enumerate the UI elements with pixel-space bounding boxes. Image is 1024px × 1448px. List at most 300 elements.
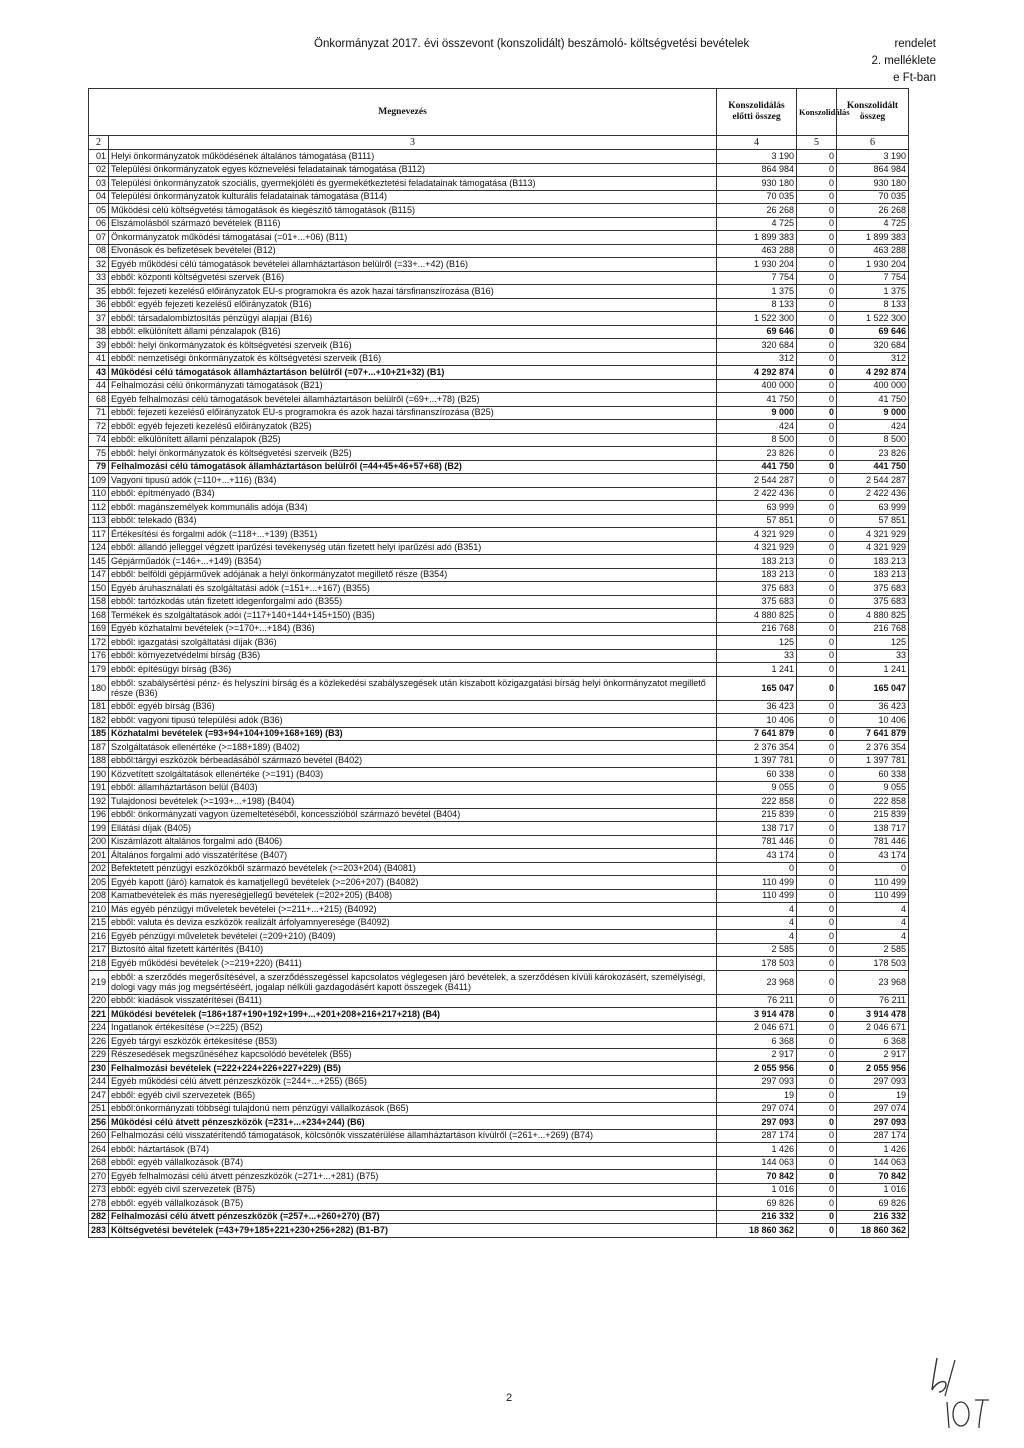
row-code: 75 — [89, 447, 109, 461]
row-amount-before: 10 406 — [717, 714, 797, 728]
row-name: Elszámolásból származó bevételek (B116) — [109, 217, 717, 231]
row-name: ebből: építményadó (B34) — [109, 487, 717, 501]
table-row — [89, 582, 909, 596]
row-name: Önkormányzatok működési támogatásai (=01+...+06) (B11) — [109, 231, 717, 245]
row-amount-consolidated: 183 213 — [837, 568, 909, 582]
row-consolidation: 0 — [797, 862, 837, 876]
row-code: 182 — [89, 714, 109, 728]
row-amount-consolidated: 33 — [837, 649, 909, 663]
row-code: 215 — [89, 916, 109, 930]
row-amount-before: 9 000 — [717, 406, 797, 420]
table-row — [89, 943, 909, 957]
row-amount-consolidated: 781 446 — [837, 835, 909, 849]
row-amount-consolidated: 9 055 — [837, 781, 909, 795]
row-amount-consolidated: 7 754 — [837, 271, 909, 285]
row-amount-before: 2 544 287 — [717, 474, 797, 488]
row-consolidation: 0 — [797, 514, 837, 528]
row-amount-before: 183 213 — [717, 568, 797, 582]
row-consolidation: 0 — [797, 1116, 837, 1130]
colnum: 3 — [109, 136, 717, 150]
row-code: 256 — [89, 1116, 109, 1130]
row-consolidation: 0 — [797, 1156, 837, 1170]
row-code: 150 — [89, 582, 109, 596]
row-code: 219 — [89, 970, 109, 994]
row-name: Működési célú támogatások államháztartáson belülről (=07+...+10+21+32) (B1) — [109, 366, 717, 380]
row-code: 32 — [89, 258, 109, 272]
page-number: 2 — [506, 1392, 513, 1404]
row-amount-before: 463 288 — [717, 244, 797, 258]
row-consolidation: 0 — [797, 487, 837, 501]
row-consolidation: 0 — [797, 298, 837, 312]
row-name: ebből: kiadások visszatérítései (B411) — [109, 994, 717, 1008]
row-code: 283 — [89, 1224, 109, 1238]
table-row — [89, 1183, 909, 1197]
row-amount-before: 7 641 879 — [717, 727, 797, 741]
table-row — [89, 447, 909, 461]
table-row — [89, 298, 909, 312]
row-consolidation: 0 — [797, 889, 837, 903]
colnum: 6 — [837, 136, 909, 150]
row-name: ebből: egyéb fejezeti kezelésű előirányzatok (B16) — [109, 298, 717, 312]
row-amount-consolidated: 2 376 354 — [837, 741, 909, 755]
row-amount-before: 70 842 — [717, 1170, 797, 1184]
table-row — [89, 636, 909, 650]
row-code: 247 — [89, 1089, 109, 1103]
row-amount-consolidated: 138 717 — [837, 822, 909, 836]
row-name: ebből: társadalombiztosítás pénzügyi alapjai (B16) — [109, 312, 717, 326]
row-consolidation: 0 — [797, 312, 837, 326]
row-amount-before: 23 826 — [717, 447, 797, 461]
table-row — [89, 1021, 909, 1035]
row-consolidation: 0 — [797, 582, 837, 596]
row-amount-before: 312 — [717, 352, 797, 366]
row-amount-before: 6 368 — [717, 1035, 797, 1049]
row-name: Egyéb működési célú támogatások bevételei államháztartáson belülről (=33+...+42) (B16) — [109, 258, 717, 272]
table-row — [89, 406, 909, 420]
row-amount-before: 4 321 929 — [717, 541, 797, 555]
row-consolidation: 0 — [797, 217, 837, 231]
row-amount-consolidated: 320 684 — [837, 339, 909, 353]
row-amount-consolidated: 287 174 — [837, 1129, 909, 1143]
row-consolidation: 0 — [797, 393, 837, 407]
row-amount-before: 287 174 — [717, 1129, 797, 1143]
row-amount-consolidated: 1 426 — [837, 1143, 909, 1157]
row-amount-consolidated: 297 093 — [837, 1075, 909, 1089]
row-amount-before: 441 750 — [717, 460, 797, 474]
row-amount-consolidated: 3 190 — [837, 150, 909, 164]
row-name: ebből: nemzetiségi önkormányzatok és költségvetési szerveik (B16) — [109, 352, 717, 366]
row-amount-before: 375 683 — [717, 582, 797, 596]
row-name: Egyéb felhalmozási célú átvett pénzeszközök (=271+...+281) (B75) — [109, 1170, 717, 1184]
table-row — [89, 781, 909, 795]
row-amount-consolidated: 36 423 — [837, 700, 909, 714]
row-amount-consolidated: 69 646 — [837, 325, 909, 339]
row-code: 38 — [89, 325, 109, 339]
row-amount-before: 1 426 — [717, 1143, 797, 1157]
table-row — [89, 1089, 909, 1103]
row-amount-before: 2 046 671 — [717, 1021, 797, 1035]
row-consolidation: 0 — [797, 943, 837, 957]
table-row — [89, 1170, 909, 1184]
row-name: ebből: magánszemélyek kommunális adója (B34) — [109, 501, 717, 515]
row-name: Kiszámlázott általános forgalmi adó (B406) — [109, 835, 717, 849]
row-name: ebből: belföldi gépjárművek adójának a helyi önkormányzatot megillető része (B354) — [109, 568, 717, 582]
table-row — [89, 903, 909, 917]
row-consolidation: 0 — [797, 781, 837, 795]
table-row — [89, 930, 909, 944]
row-code: 43 — [89, 366, 109, 380]
row-consolidation: 0 — [797, 460, 837, 474]
row-name: Egyéb közhatalmi bevételek (>=170+...+184) (B36) — [109, 622, 717, 636]
row-name: ebből: egyéb vállalkozások (B75) — [109, 1197, 717, 1211]
table-row — [89, 622, 909, 636]
row-amount-consolidated: 297 093 — [837, 1116, 909, 1130]
row-amount-consolidated: 375 683 — [837, 595, 909, 609]
row-amount-consolidated: 2 422 436 — [837, 487, 909, 501]
row-code: 230 — [89, 1062, 109, 1076]
row-name: Ingatlanok értékesítése (>=225) (B52) — [109, 1021, 717, 1035]
row-name: ebből: építésügyi bírság (B36) — [109, 663, 717, 677]
row-code: 37 — [89, 312, 109, 326]
row-name: ebből: a szerződés megerősítésével, a szerződésszegéssel kapcsolatos véglegesen járó bevételek, a szerződésen kívüli károkozásért, személyiségi, dologi vagy más jog megsértéséért, jogalap nélküli gazdagodásért kapott összegek (B411) — [109, 970, 717, 994]
row-amount-before: 26 268 — [717, 204, 797, 218]
row-consolidation: 0 — [797, 1210, 837, 1224]
row-code: 110 — [89, 487, 109, 501]
row-code: 06 — [89, 217, 109, 231]
row-consolidation: 0 — [797, 822, 837, 836]
row-amount-consolidated: 463 288 — [837, 244, 909, 258]
table-row — [89, 768, 909, 782]
table-row — [89, 916, 909, 930]
table-row — [89, 204, 909, 218]
row-amount-consolidated: 2 046 671 — [837, 1021, 909, 1035]
row-amount-consolidated: 2 917 — [837, 1048, 909, 1062]
row-consolidation: 0 — [797, 876, 837, 890]
row-amount-before: 8 500 — [717, 433, 797, 447]
table-row — [89, 177, 909, 191]
table-row — [89, 1035, 909, 1049]
row-consolidation: 0 — [797, 1197, 837, 1211]
row-code: 200 — [89, 835, 109, 849]
row-name: ebből: környezetvédelmi bírság (B36) — [109, 649, 717, 663]
row-amount-before: 2 917 — [717, 1048, 797, 1062]
row-name: Egyéb működési bevételek (>=219+220) (B411) — [109, 957, 717, 971]
row-amount-consolidated: 4 321 929 — [837, 541, 909, 555]
row-code: 205 — [89, 876, 109, 890]
row-name: Ellátási díjak (B405) — [109, 822, 717, 836]
row-amount-consolidated: 2 585 — [837, 943, 909, 957]
row-consolidation: 0 — [797, 663, 837, 677]
table-row — [89, 1102, 909, 1116]
row-amount-consolidated: 125 — [837, 636, 909, 650]
table-row — [89, 609, 909, 623]
row-code: 71 — [89, 406, 109, 420]
row-name: Szolgáltatások ellenértéke (>=188+189) (B402) — [109, 741, 717, 755]
row-amount-before: 36 423 — [717, 700, 797, 714]
row-amount-consolidated: 26 268 — [837, 204, 909, 218]
row-amount-before: 222 858 — [717, 795, 797, 809]
row-amount-consolidated: 1 522 300 — [837, 312, 909, 326]
table-row — [89, 663, 909, 677]
row-amount-consolidated: 23 826 — [837, 447, 909, 461]
colnum: 5 — [797, 136, 837, 150]
row-name: Egyéb pénzügyi műveletek bevételei (=209+210) (B409) — [109, 930, 717, 944]
row-code: 07 — [89, 231, 109, 245]
row-consolidation: 0 — [797, 528, 837, 542]
row-name: Elvonások és befizetések bevételei (B12) — [109, 244, 717, 258]
row-amount-consolidated: 7 641 879 — [837, 727, 909, 741]
row-amount-before: 216 332 — [717, 1210, 797, 1224]
table-row — [89, 379, 909, 393]
row-consolidation: 0 — [797, 1048, 837, 1062]
table-row — [89, 190, 909, 204]
row-code: 04 — [89, 190, 109, 204]
row-amount-before: 8 133 — [717, 298, 797, 312]
row-code: 273 — [89, 1183, 109, 1197]
row-amount-before: 43 174 — [717, 849, 797, 863]
row-amount-consolidated: 930 180 — [837, 177, 909, 191]
table-row — [89, 862, 909, 876]
row-name: ebből:önkormányzati többségi tulajdonú nem pénzügyi vállalkozások (B65) — [109, 1102, 717, 1116]
row-amount-consolidated: 8 133 — [837, 298, 909, 312]
row-amount-before: 4 292 874 — [717, 366, 797, 380]
row-name: ebből: egyéb vállalkozások (B74) — [109, 1156, 717, 1170]
row-code: 188 — [89, 754, 109, 768]
row-amount-consolidated: 4 880 825 — [837, 609, 909, 623]
row-consolidation: 0 — [797, 754, 837, 768]
row-amount-consolidated: 4 — [837, 930, 909, 944]
revenue-table — [88, 88, 909, 1238]
row-amount-before: 60 338 — [717, 768, 797, 782]
row-name: ebből: egyéb fejezeti kezelésű előirányzatok (B25) — [109, 420, 717, 434]
table-row — [89, 727, 909, 741]
table-row — [89, 1210, 909, 1224]
row-name: Közhatalmi bevételek (=93+94+104+109+168+169) (B3) — [109, 727, 717, 741]
table-body — [89, 150, 909, 1238]
row-amount-before: 320 684 — [717, 339, 797, 353]
row-amount-consolidated: 1 241 — [837, 663, 909, 677]
row-code: 33 — [89, 271, 109, 285]
row-amount-consolidated: 864 984 — [837, 163, 909, 177]
row-consolidation: 0 — [797, 609, 837, 623]
row-name: Működési bevételek (=186+187+190+192+199+...+201+208+216+217+218) (B4) — [109, 1008, 717, 1022]
row-amount-consolidated: 4 — [837, 903, 909, 917]
row-amount-consolidated: 70 035 — [837, 190, 909, 204]
row-name: ebből: igazgatási szolgáltatási díjak (B36) — [109, 636, 717, 650]
row-code: 44 — [89, 379, 109, 393]
row-amount-before: 144 063 — [717, 1156, 797, 1170]
row-amount-before: 4 725 — [717, 217, 797, 231]
row-name: Felhalmozási célú önkormányzati támogatások (B21) — [109, 379, 717, 393]
row-amount-before: 4 321 929 — [717, 528, 797, 542]
row-consolidation: 0 — [797, 676, 837, 700]
row-code: 244 — [89, 1075, 109, 1089]
row-code: 02 — [89, 163, 109, 177]
row-amount-consolidated: 216 768 — [837, 622, 909, 636]
row-amount-consolidated: 2 544 287 — [837, 474, 909, 488]
row-name: Működési célú átvett pénzeszközök (=231+...+234+244) (B6) — [109, 1116, 717, 1130]
row-code: 226 — [89, 1035, 109, 1049]
row-name: ebből: vagyoni tipusú települési adók (B36) — [109, 714, 717, 728]
row-consolidation: 0 — [797, 568, 837, 582]
row-amount-consolidated: 1 930 204 — [837, 258, 909, 272]
row-consolidation: 0 — [797, 474, 837, 488]
row-consolidation: 0 — [797, 339, 837, 353]
row-code: 74 — [89, 433, 109, 447]
row-amount-before: 4 880 825 — [717, 609, 797, 623]
row-name: Biztosító által fizetett kártérítés (B410) — [109, 943, 717, 957]
row-code: 217 — [89, 943, 109, 957]
row-consolidation: 0 — [797, 636, 837, 650]
table-row — [89, 822, 909, 836]
row-code: 185 — [89, 727, 109, 741]
row-code: 251 — [89, 1102, 109, 1116]
melleklet-label: 2. melléklete — [871, 55, 936, 67]
table-row — [89, 528, 909, 542]
row-code: 191 — [89, 781, 109, 795]
row-name: ebből:tárgyi eszközök bérbeadásából származó bevétel (B402) — [109, 754, 717, 768]
row-code: 187 — [89, 741, 109, 755]
table-row — [89, 352, 909, 366]
row-code: 210 — [89, 903, 109, 917]
row-name: Települési önkormányzatok egyes köznevelési feladatainak támogatása (B112) — [109, 163, 717, 177]
row-name: Működési célú költségvetési támogatások és kiegészítő támogatások (B115) — [109, 204, 717, 218]
row-consolidation: 0 — [797, 595, 837, 609]
row-consolidation: 0 — [797, 994, 837, 1008]
row-consolidation: 0 — [797, 352, 837, 366]
row-consolidation: 0 — [797, 1062, 837, 1076]
row-consolidation: 0 — [797, 420, 837, 434]
row-consolidation: 0 — [797, 916, 837, 930]
row-code: 229 — [89, 1048, 109, 1062]
row-name: ebből: egyéb civil szervezetek (B75) — [109, 1183, 717, 1197]
table-row — [89, 970, 909, 994]
table-row — [89, 460, 909, 474]
row-amount-consolidated: 19 — [837, 1089, 909, 1103]
row-name: Értékesítési és forgalmi adók (=118+...+139) (B351) — [109, 528, 717, 542]
row-consolidation: 0 — [797, 231, 837, 245]
table-row — [89, 849, 909, 863]
row-name: Egyéb működési célú átvett pénzeszközök (=244+...+255) (B65) — [109, 1075, 717, 1089]
row-consolidation: 0 — [797, 1035, 837, 1049]
row-amount-consolidated: 297 074 — [837, 1102, 909, 1116]
row-code: 117 — [89, 528, 109, 542]
table-row — [89, 217, 909, 231]
row-code: 260 — [89, 1129, 109, 1143]
row-consolidation: 0 — [797, 1129, 837, 1143]
row-amount-consolidated: 4 321 929 — [837, 528, 909, 542]
table-row — [89, 163, 909, 177]
row-name: Gépjárműadók (=146+...+149) (B354) — [109, 555, 717, 569]
row-amount-consolidated: 3 914 478 — [837, 1008, 909, 1022]
table-row — [89, 487, 909, 501]
row-amount-before: 297 093 — [717, 1116, 797, 1130]
row-name: ebből: fejezeti kezelésű előirányzatok EU-s programokra és azok hazai társfinanszírozása (B16) — [109, 285, 717, 299]
row-name: Felhalmozási célú támogatások államháztartáson belülről (=44+45+46+57+68) (B2) — [109, 460, 717, 474]
row-name: Befektetett pénzügyi eszközökből származó bevételek (>=203+204) (B4081) — [109, 862, 717, 876]
row-code: 05 — [89, 204, 109, 218]
row-amount-before: 4 — [717, 916, 797, 930]
row-amount-before: 400 000 — [717, 379, 797, 393]
table-row — [89, 754, 909, 768]
row-name: Egyéb felhalmozási célú támogatások bevételei államháztartáson belülről (=69+...+78) (B25) — [109, 393, 717, 407]
table-row — [89, 1224, 909, 1238]
row-amount-before: 1 241 — [717, 663, 797, 677]
row-amount-before: 9 055 — [717, 781, 797, 795]
table-row — [89, 312, 909, 326]
row-amount-consolidated: 400 000 — [837, 379, 909, 393]
row-amount-consolidated: 43 174 — [837, 849, 909, 863]
row-code: 39 — [89, 339, 109, 353]
row-consolidation: 0 — [797, 808, 837, 822]
row-amount-before: 930 180 — [717, 177, 797, 191]
row-amount-before: 1 375 — [717, 285, 797, 299]
header-konszolidalas: Konszolidálás — [797, 89, 837, 136]
table-row — [89, 595, 909, 609]
row-code: 196 — [89, 808, 109, 822]
row-consolidation: 0 — [797, 727, 837, 741]
row-code: 35 — [89, 285, 109, 299]
table-row — [89, 1143, 909, 1157]
row-amount-before: 216 768 — [717, 622, 797, 636]
row-amount-consolidated: 63 999 — [837, 501, 909, 515]
row-consolidation: 0 — [797, 285, 837, 299]
row-amount-consolidated: 70 842 — [837, 1170, 909, 1184]
table-row — [89, 876, 909, 890]
row-code: 113 — [89, 514, 109, 528]
row-code: 224 — [89, 1021, 109, 1035]
row-code: 201 — [89, 849, 109, 863]
row-amount-before: 864 984 — [717, 163, 797, 177]
row-code: 79 — [89, 460, 109, 474]
row-amount-before: 424 — [717, 420, 797, 434]
row-name: Költségvetési bevételek (=43+79+185+221+230+256+282) (B1-B7) — [109, 1224, 717, 1238]
row-consolidation: 0 — [797, 1170, 837, 1184]
rendelet-label: rendelet — [894, 38, 936, 50]
row-amount-consolidated: 441 750 — [837, 460, 909, 474]
row-consolidation: 0 — [797, 622, 837, 636]
row-amount-before: 1 899 383 — [717, 231, 797, 245]
row-amount-consolidated: 4 725 — [837, 217, 909, 231]
row-name: Felhalmozási célú visszatérítendő támogatások, kölcsönök visszatérülése államháztartáson kívülről (=261+...+269) (B74) — [109, 1129, 717, 1143]
row-amount-consolidated: 165 047 — [837, 676, 909, 700]
row-code: 218 — [89, 957, 109, 971]
row-amount-before: 110 499 — [717, 876, 797, 890]
row-consolidation: 0 — [797, 501, 837, 515]
row-code: 278 — [89, 1197, 109, 1211]
row-consolidation: 0 — [797, 849, 837, 863]
row-amount-before: 125 — [717, 636, 797, 650]
row-consolidation: 0 — [797, 1008, 837, 1022]
table-row — [89, 271, 909, 285]
row-name: Felhalmozási célú átvett pénzeszközök (=257+...+260+270) (B7) — [109, 1210, 717, 1224]
row-code: 168 — [89, 609, 109, 623]
table-row — [89, 957, 909, 971]
row-code: 158 — [89, 595, 109, 609]
row-amount-before: 375 683 — [717, 595, 797, 609]
row-name: Közvetített szolgáltatások ellenértéke (>=191) (B403) — [109, 768, 717, 782]
row-amount-before: 2 585 — [717, 943, 797, 957]
row-amount-before: 2 422 436 — [717, 487, 797, 501]
table-row — [89, 231, 909, 245]
row-name: ebből: háztartások (B74) — [109, 1143, 717, 1157]
row-amount-consolidated: 178 503 — [837, 957, 909, 971]
row-amount-consolidated: 8 500 — [837, 433, 909, 447]
table-row — [89, 285, 909, 299]
row-code: 179 — [89, 663, 109, 677]
row-consolidation: 0 — [797, 555, 837, 569]
table-row — [89, 555, 909, 569]
